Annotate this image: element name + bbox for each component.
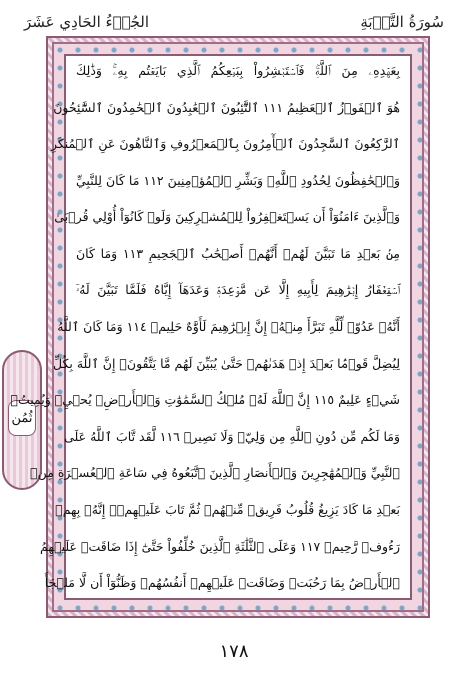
- page-number: ١٧٨: [219, 641, 249, 662]
- text-line: ٱسۡتِغۡفَارُ إِبۡرَٰهِيمَ لِأَبِيهِ إِلَّا عَن مَّوۡعِدَةٖ وَعَدَهَآ إِيَّاهُ فَلَمَّا تَبَيَّنَ لَهُۥٓ: [76, 282, 400, 298]
- text-line: هُوَ ٱلۡفَوۡزُ ٱلۡعَظِيمُ ١١١ ٱلتَّٰٓئِبُونَ ٱلۡعَٰبِدُونَ ٱلۡحَٰمِدُونَ ٱلسَّٰٓئِحُونَ: [53, 99, 400, 115]
- text-line: ٱلرَّٰكِعُونَ ٱلسَّٰجِدُونَ ٱلۡأٓمِرُونَ بِٱلۡمَعۡرُوفِ وَٱلنَّاهُونَ عَنِ ٱلۡمُنكَرِ: [50, 136, 400, 152]
- hizb-quarter-label: ثُمُن: [8, 400, 36, 436]
- text-line: وَمَا لَكُم مِّن دُونِ ٱللَّهِ مِن وَلِيّٖ وَلَا نَصِيرٖ ١١٦ لَّقَد تَّابَ ٱللَّهُ عَلَى: [64, 428, 400, 444]
- text-line: ٱلنَّبِيِّ وَٱلۡمُهَٰجِرِينَ وَٱلۡأَنصَارِ ٱلَّذِينَ ٱتَّبَعُوهُ فِي سَاعَةِ ٱلۡعُسۡرَةِ مِنۢ: [30, 465, 400, 481]
- text-line: لِيُضِلَّ قَوۡمَۢا بَعۡدَ إِذۡ هَدَىٰهُمۡ حَتَّىٰ يُبَيِّنَ لَهُم مَّا يَتَّقُونَۚ إِنَّ ٱللَّهَ بِكُلِّ: [53, 355, 400, 371]
- text-line: بِعَهۡدِهِۦ مِنَ ٱللَّهِۚ فَٱسۡتَبۡشِرُواْ بِبَيۡعِكُمُ ٱلَّذِي بَايَعۡتُم بِهِۦۚ وَذَٰلِكَ: [76, 63, 400, 78]
- text-line: مِنۢ بَعۡدِ مَا تَبَيَّنَ لَهُمۡ أَنَّهُمۡ أَصۡحَٰبُ ٱلۡجَحِيمِ ١١٣ وَمَا كَانَ: [76, 245, 400, 261]
- text-line: وَٱلۡحَٰفِظُونَ لِحُدُودِ ٱللَّهِۗ وَبَشِّرِ ٱلۡمُؤۡمِنِينَ ١١٢ مَا كَانَ لِلنَّبِيِّ: [76, 172, 400, 188]
- page-header: [24, 10, 444, 34]
- text-line: شَيۡءٍ عَلِيمٌ ١١٥ إِنَّ ٱللَّهَ لَهُۥ مُلۡكُ ٱلسَّمَٰوَٰتِ وَٱلۡأَرۡضِۖ يُحۡيِۦ وَيُمِيتُۚ: [10, 392, 400, 408]
- text-line: بَعۡدِ مَا كَادَ يَزِيغُ قُلُوبُ فَرِيقٖ مِّنۡهُمۡ ثُمَّ تَابَ عَلَيۡهِمۡۚ إِنَّهُۥ بِهِمۡ: [55, 501, 400, 517]
- text-line: وَٱلَّذِينَ ءَامَنُوٓاْ أَن يَسۡتَغۡفِرُواْ لِلۡمُشۡرِكِينَ وَلَوۡ كَانُوٓاْ أُوْلِي قُرۡبَىٰ: [54, 209, 400, 225]
- text-line: أَنَّهُۥ عَدُوّٞ لِّلَّهِ تَبَرَّأَ مِنۡهُۚ إِنَّ إِبۡرَٰهِيمَ لَأَوَّٰهٌ حَلِيمٞ ١١٤ وَمَا كَانَ ٱللَّهُ: [57, 319, 400, 335]
- surah-label: سُورَةُ التَّوۡبَةِ: [360, 13, 444, 31]
- text-line: رَءُوفٞ رَّحِيمٞ ١١٧ وَعَلَى ٱلثَّلَٰثَةِ ٱلَّذِينَ خُلِّفُواْ حَتَّىٰٓ إِذَا ضَاقَتۡ عَلَيۡهِمُ: [40, 538, 400, 554]
- text-line: ٱلۡأَرۡضُ بِمَا رَحُبَتۡ وَضَاقَتۡ عَلَيۡهِمۡ أَنفُسُهُمۡ وَظَنُّوٓاْ أَن لَّا مَلۡجَأَ: [44, 575, 400, 591]
- juz-label: الجُزۡءُ الحَادِي عَشَرَ: [24, 13, 150, 31]
